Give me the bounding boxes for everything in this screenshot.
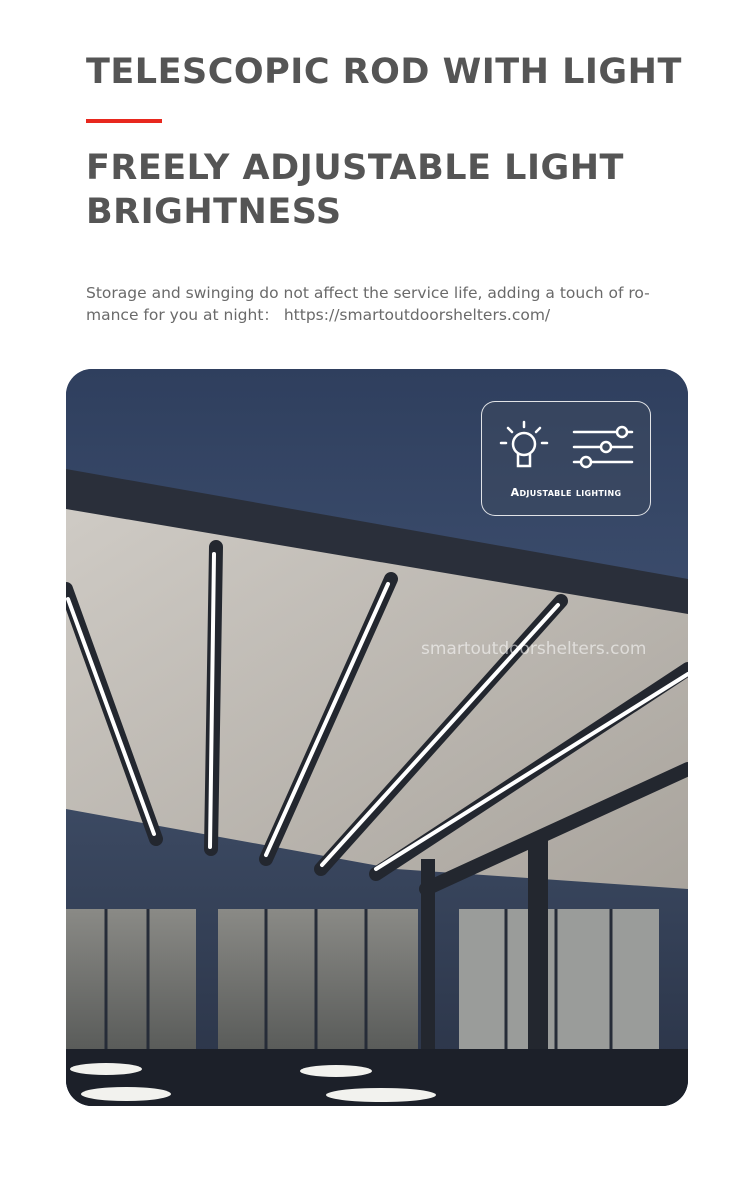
adjustable-lighting-badge (481, 401, 651, 516)
shop-window (66, 909, 196, 1049)
page-title: TELESCOPIC ROD WITH LIGHT (86, 52, 682, 92)
badge-label: Adjustable lighting (510, 486, 622, 499)
watermark: smartoutdoorshelters.com (421, 639, 647, 659)
accent-bar (86, 119, 162, 123)
badge-icons (482, 406, 652, 476)
product-photo (66, 369, 688, 1106)
shop-window (218, 909, 418, 1049)
lightbulb-icon (501, 422, 547, 466)
description-text: Storage and swinging do not affect the service life, adding a touch of ro-mance for you at night： https://smartoutdoorshelters.com/ (86, 284, 650, 324)
shop-window (459, 909, 659, 1049)
sliders-icon (574, 427, 632, 467)
page-subtitle: FREELY ADJUSTABLE LIGHT BRIGHTNESS (86, 148, 624, 232)
